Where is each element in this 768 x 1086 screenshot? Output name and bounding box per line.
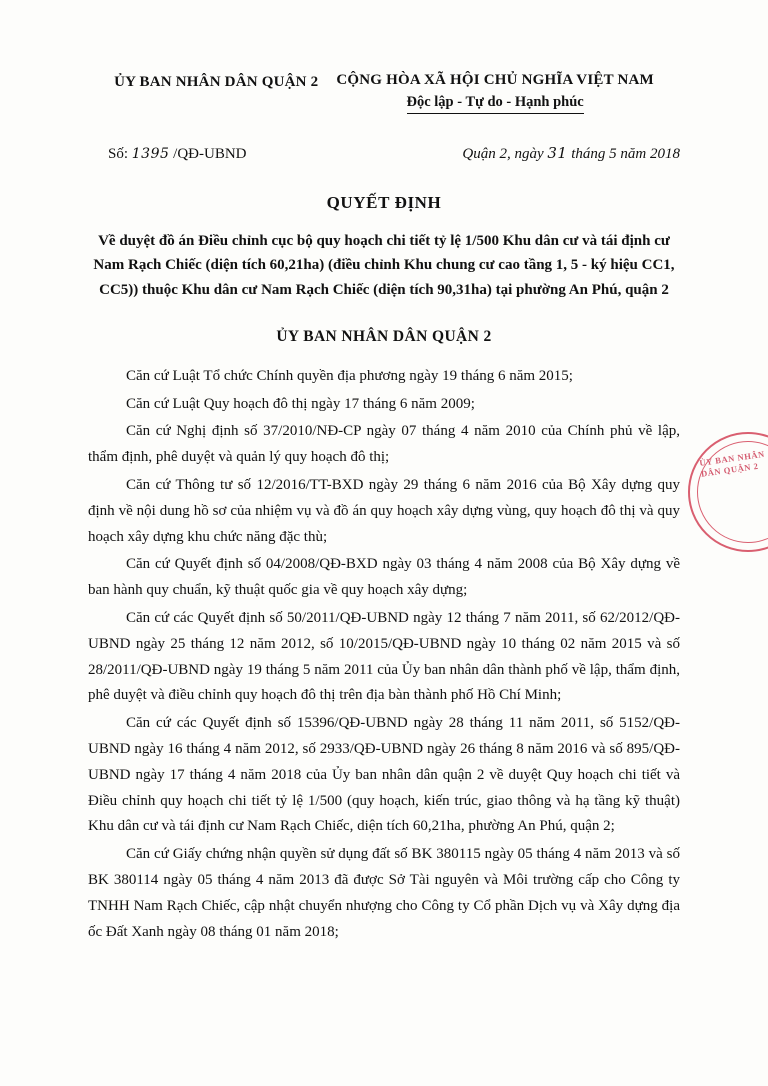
seal-text: ỦY BAN NHÂN DÂN QUẬN 2 — [698, 448, 766, 479]
document-title: QUYẾT ĐỊNH — [326, 193, 442, 212]
country-name: CỘNG HÒA XÃ HỘI CHỦ NGHĨA VIỆT NAM — [336, 72, 654, 88]
issuing-authority: ỦY BAN NHÂN DÂN QUẬN 2 — [114, 74, 319, 90]
paragraph: Căn cứ các Quyết định số 50/2011/QĐ-UBND ngày 12 tháng 7 năm 2011, số 62/2012/QĐ-UBND ngày 25 tháng 12 năm 2012, số 10/2015/QĐ-UBND ngày 10 tháng 02 năm 2015 và số 28/2011/QĐ-UBND ngày 19 tháng 5 năm 2011 của Ủy ban nhân dân thành phố về lập, thẩm định, phê duyệt và điều chỉnh quy hoạch đô thị trên địa bàn thành phố Hồ Chí Minh; — [88, 610, 680, 704]
paragraph: Căn cứ các Quyết định số 15396/QĐ-UBND ngày 28 tháng 11 năm 2011, số 5152/QĐ-UBND ngày 16 tháng 4 năm 2012, số 2933/QĐ-UBND ngày 26 tháng 8 năm 2016 và số 895/QĐ-UBND ngày 17 tháng 4 năm 2018 của Ủy ban nhân dân quận 2 về duyệt Quy hoạch chi tiết và Điều chỉnh quy hoạch chi tiết tỷ lệ 1/500 (quy hoạch, kiến trúc, giao thông và hạ tầng kỹ thuật) Khu dân cư và tái định cư Nam Rạch Chiếc, diện tích 60,21ha, phường An Phú, quận 2; — [88, 715, 680, 835]
document-number — [108, 146, 247, 163]
document-number-value: 1395 — [131, 146, 170, 162]
document-body — [88, 364, 680, 946]
decision-issuer: ỦY BAN NHÂN DÂN QUẬN 2 — [276, 327, 492, 345]
paragraph: Căn cứ Thông tư số 12/2016/TT-BXD ngày 29 tháng 6 năm 2016 của Bộ Xây dựng quy định về nội dung hồ sơ của nhiệm vụ và đồ án quy hoạch xây dựng vùng, quy hoạch đô thị và quy hoạch xây dựng khu chức năng đặc thù; — [88, 477, 680, 545]
document-header — [0, 0, 768, 114]
date-day: 31 — [547, 144, 568, 162]
paragraph: Căn cứ Luật Quy hoạch đô thị ngày 17 tháng 6 năm 2009; — [126, 395, 475, 412]
paragraph: Căn cứ Nghị định số 37/2010/NĐ-CP ngày 07 tháng 4 năm 2010 của Chính phủ về lập, thẩm định, phê duyệt và quản lý quy hoạch đô thị; — [88, 423, 680, 466]
official-seal-icon — [688, 432, 768, 552]
date-month-label: tháng — [571, 146, 606, 162]
national-heading — [336, 72, 654, 114]
date-year: 2018 — [650, 146, 680, 162]
document-subtitle: Về duyệt đồ án Điều chỉnh cục bộ quy hoạch chi tiết tỷ lệ 1/500 Khu dân cư và tái định cư Nam Rạch Chiếc (diện tích 60,21ha) (điều chỉnh Khu chung cư cao tầng 1, 5 - ký hiệu CC1, CC5)) thuộc Khu dân cư Nam Rạch Chiếc (diện tích 90,31ha) tại phường An Phú, quận 2 — [93, 233, 675, 298]
paragraph: Căn cứ Luật Tổ chức Chính quyền địa phương ngày 19 tháng 6 năm 2015; — [126, 367, 573, 384]
date-year-label: năm — [620, 146, 647, 162]
document-number-prefix: Số: — [108, 146, 129, 162]
paragraph: Căn cứ Giấy chứng nhận quyền sử dụng đất số BK 380115 ngày 05 tháng 4 năm 2013 và số BK 380114 ngày 05 tháng 4 năm 2013 đã được Sở Tài nguyên và Môi trường cấp cho Công ty TNHH Nam Rạch Chiếc, cập nhật chuyển nhượng cho Công ty Cổ phần Dịch vụ và Xây dựng địa ốc Đất Xanh ngày 08 tháng 01 năm 2018; — [88, 846, 680, 940]
national-motto: Độc lập - Tự do - Hạnh phúc — [407, 94, 584, 114]
date-month: 5 — [609, 146, 617, 162]
document-number-suffix: /QĐ-UBND — [173, 146, 247, 162]
document-date — [462, 144, 680, 163]
paragraph: Căn cứ Quyết định số 04/2008/QĐ-BXD ngày 03 tháng 4 năm 2008 của Bộ Xây dựng về ban hành quy chuẩn, kỹ thuật quốc gia về quy hoạch xây dựng; — [88, 556, 680, 599]
number-date-row — [0, 144, 768, 163]
date-place: Quận 2, ngày — [462, 146, 544, 162]
